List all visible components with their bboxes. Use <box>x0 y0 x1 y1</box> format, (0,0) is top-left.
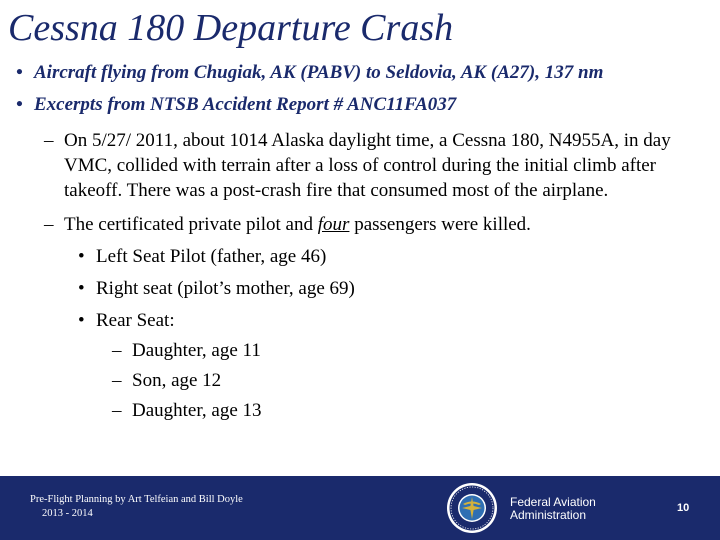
seat-item-right: • Right seat (pilot’s mother, age 69) <box>78 278 355 299</box>
footer-credit-line2: 2013 - 2014 <box>42 508 93 519</box>
fatalities-text-after: passengers were killed. <box>349 214 531 235</box>
bullet-route: • Aircraft flying from Chugiak, AK (PABV) to Seldovia, AK (A27), 137 nm <box>16 62 604 83</box>
passenger-item-2: – Son, age 12 <box>112 370 222 391</box>
footer-bar <box>0 476 720 540</box>
footer-credit-line1: Pre-Flight Planning by Art Telfeian and Bill Doyle <box>30 494 243 505</box>
footer-org-line2: Administration <box>510 508 587 522</box>
sub-bullet-summary-text: On 5/27/ 2011, about 1014 Alaska daylight time, a Cessna 180, N4955A, in day VMC, collided with terrain after a loss of control during the initial climb after takeoff. There was a post-crash fire that consumed most of the airplane. <box>64 130 671 201</box>
passenger-item-2-text: Son, age 12 <box>132 370 222 391</box>
footer-credit <box>30 493 243 521</box>
passenger-item-3-text: Daughter, age 13 <box>132 400 262 421</box>
sub-bullet-fatalities: – The certificated private pilot and four passengers were killed. <box>44 214 531 235</box>
footer-org-line1: Federal Aviation <box>510 495 596 509</box>
passenger-item-1: – Daughter, age 11 <box>112 340 261 361</box>
passenger-item-1-text: Daughter, age 11 <box>132 340 261 361</box>
seat-item-left: • Left Seat Pilot (father, age 46) <box>78 246 327 267</box>
fatalities-text-before: The certificated private pilot and <box>64 214 318 235</box>
seat-item-right-text: Right seat (pilot’s mother, age 69) <box>96 278 355 299</box>
seat-item-rear: • Rear Seat: <box>78 310 175 331</box>
passenger-item-3: – Daughter, age 13 <box>112 400 262 421</box>
fatalities-emphasis: four <box>317 214 350 235</box>
seat-item-left-text: Left Seat Pilot (father, age 46) <box>96 246 327 267</box>
sub-bullet-accident-summary: – On 5/27/ 2011, about 1014 Alaska daylight time, a Cessna 180, N4955A, in day VMC, collided with terrain after a loss of control during the initial climb after takeoff. There was a post-crash fire that consumed most of the airplane. <box>44 128 712 203</box>
slide-title: Cessna 180 Departure Crash <box>8 7 454 49</box>
faa-seal-icon <box>446 482 498 534</box>
bullet-route-text: Aircraft flying from Chugiak, AK (PABV) to Seldovia, AK (A27), 137 nm <box>34 62 604 83</box>
footer-org-name <box>510 496 596 522</box>
bullet-excerpts-text: Excerpts from NTSB Accident Report # ANC11FA037 <box>34 94 457 115</box>
seat-item-rear-text: Rear Seat: <box>96 310 175 331</box>
page-number: 10 <box>677 502 690 514</box>
bullet-excerpts: • Excerpts from NTSB Accident Report # ANC11FA037 <box>16 94 457 115</box>
